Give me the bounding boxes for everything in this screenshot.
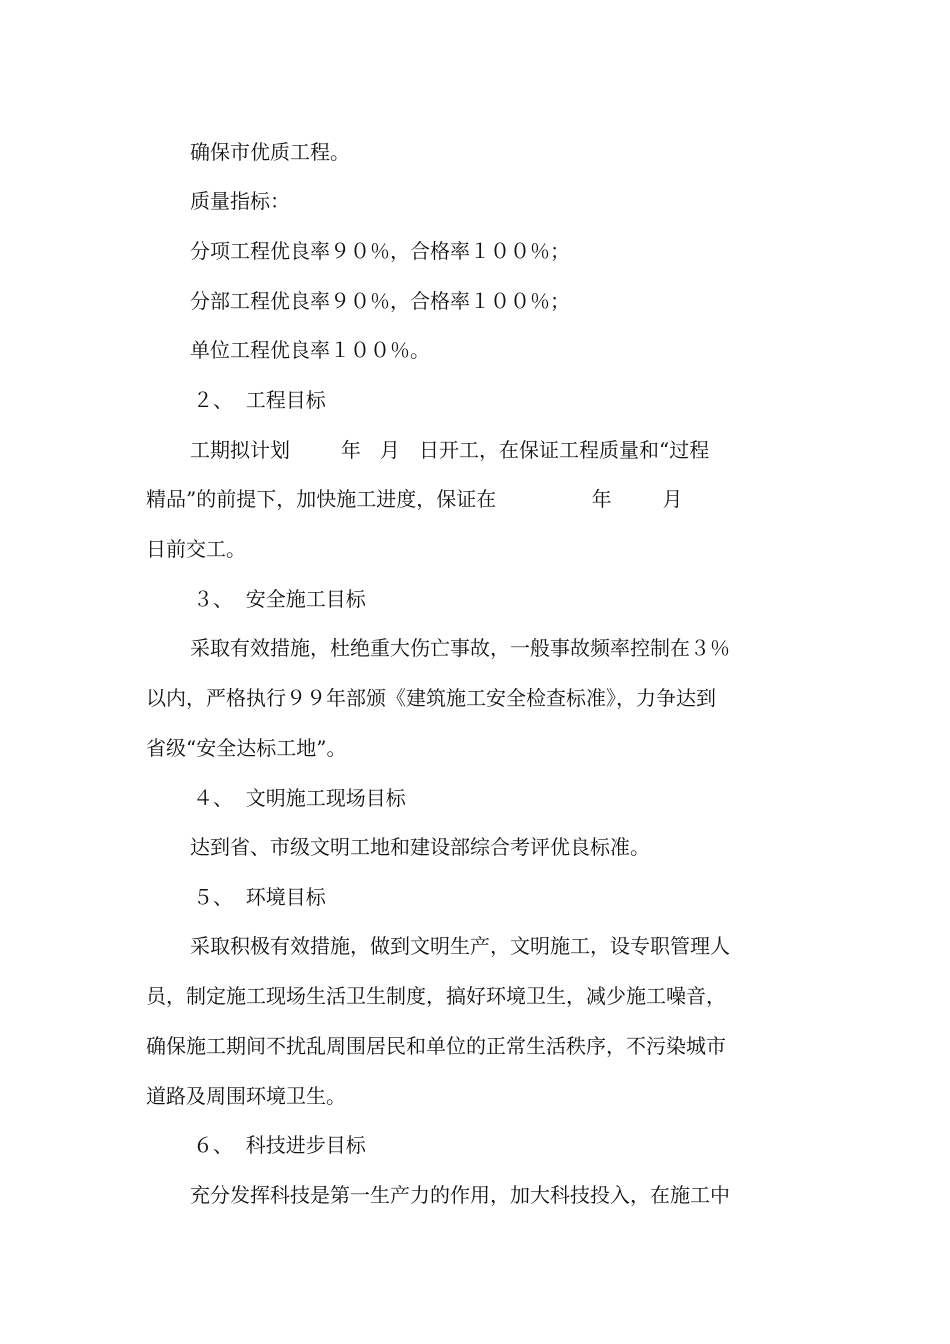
paragraph-line: 员，制定施工现场生活卫生制度，搞好环境卫生，减少施工噪音， <box>146 984 726 1008</box>
paragraph-line: 省级“安全达标工地”。 <box>146 736 347 760</box>
quality-indicator-label: 质量指标： <box>190 189 290 213</box>
paragraph-line: 采取积极有效措施，做到文明生产，文明施工，设专职管理人 <box>190 934 730 958</box>
paragraph-line: 精品”的前提下，加快施工进度，保证在 年 月 <box>146 487 683 511</box>
section-heading: ６、 科技进步目标 <box>193 1133 366 1157</box>
paragraph-line: 确保施工期间不扰乱周围居民和单位的正常生活秩序，不污染城市 <box>146 1034 726 1058</box>
paragraph-line: 日前交工。 <box>146 537 246 561</box>
paragraph-line: 工期拟计划 年 月 日开工，在保证工程质量和“过程 <box>190 438 710 462</box>
section-heading: ３、 安全施工目标 <box>193 587 366 611</box>
quality-indicator-item: 单位工程优良率１００％。 <box>190 338 430 362</box>
paragraph-line: 达到省、市级文明工地和建设部综合考评优良标准。 <box>190 835 650 859</box>
paragraph-line: 采取有效措施，杜绝重大伤亡事故，一般事故频率控制在３％ <box>190 636 730 660</box>
paragraph-line: 充分发挥科技是第一生产力的作用，加大科技投入，在施工中 <box>190 1183 730 1207</box>
quality-indicator-item: 分项工程优良率９０％，合格率１００％； <box>190 239 570 263</box>
section-heading: ５、 环境目标 <box>193 885 326 909</box>
quality-indicator-item: 分部工程优良率９０％，合格率１００％； <box>190 289 570 313</box>
paragraph-line: 确保市优质工程。 <box>190 140 350 164</box>
paragraph-line: 以内，严格执行９９年部颁《建筑施工安全检查标准》，力争达到 <box>146 686 716 710</box>
paragraph-line: 道路及周围环境卫生。 <box>146 1084 346 1108</box>
section-heading: ２、 工程目标 <box>193 388 326 412</box>
section-heading: ４、 文明施工现场目标 <box>193 786 406 810</box>
